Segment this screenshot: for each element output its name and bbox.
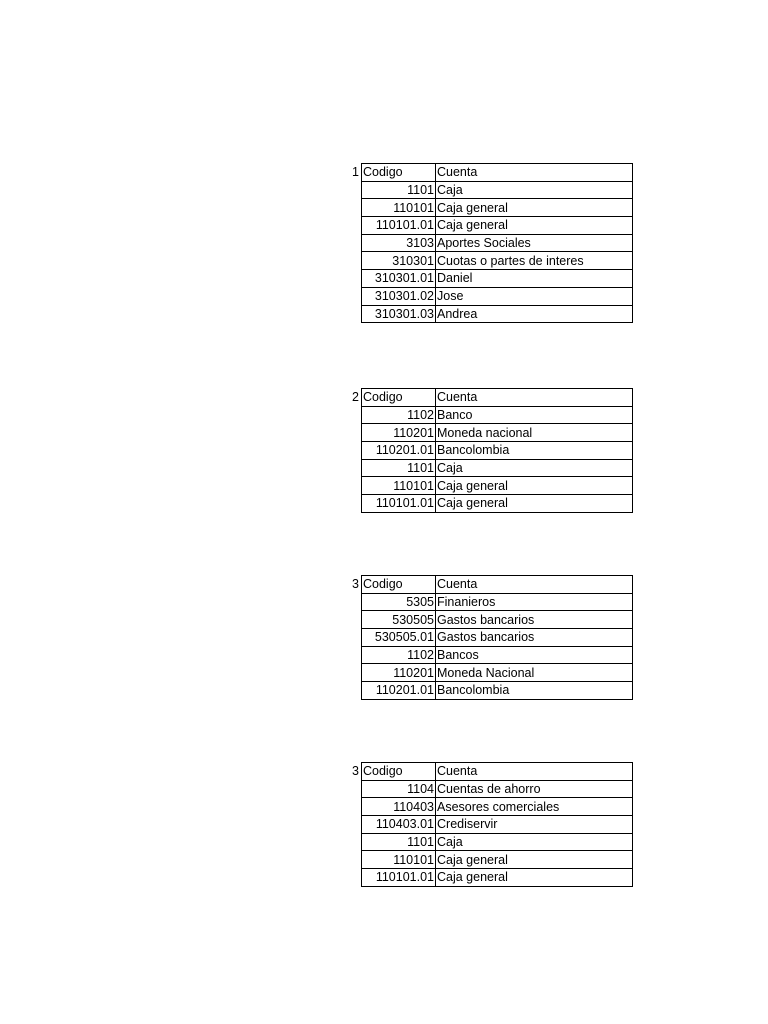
table-row	[362, 252, 633, 270]
table-row	[362, 442, 633, 460]
account-name: Banco	[436, 406, 633, 424]
accounts-table	[361, 762, 633, 887]
accounts-table	[361, 163, 633, 323]
account-code: 1101	[362, 833, 436, 851]
account-name: Crediservir	[436, 816, 633, 834]
table-row	[362, 234, 633, 252]
account-code: 1101	[362, 459, 436, 477]
account-code: 110101	[362, 199, 436, 217]
table-row	[362, 424, 633, 442]
account-code: 110201.01	[362, 442, 436, 460]
entry-number: 3	[352, 764, 359, 778]
entry-number: 3	[352, 577, 359, 591]
account-code: 110101	[362, 477, 436, 495]
table-row	[362, 816, 633, 834]
table-row	[362, 780, 633, 798]
account-name: Jose	[436, 287, 633, 305]
account-code: 1104	[362, 780, 436, 798]
account-column-header: Cuenta	[436, 389, 633, 407]
table-header-row	[362, 164, 633, 182]
account-name: Caja	[436, 459, 633, 477]
account-name: Caja general	[436, 851, 633, 869]
account-code: 530505	[362, 611, 436, 629]
table-row	[362, 305, 633, 323]
table-row	[362, 833, 633, 851]
account-code: 310301.01	[362, 270, 436, 288]
account-name: Bancolombia	[436, 682, 633, 700]
table-row	[362, 217, 633, 235]
account-name: Caja general	[436, 495, 633, 513]
table-row	[362, 181, 633, 199]
entry-number: 1	[352, 165, 359, 179]
account-name: Aportes Sociales	[436, 234, 633, 252]
account-name: Andrea	[436, 305, 633, 323]
account-code: 110101.01	[362, 217, 436, 235]
account-column-header: Cuenta	[436, 763, 633, 781]
account-name: Moneda nacional	[436, 424, 633, 442]
account-name: Bancos	[436, 646, 633, 664]
accounts-table	[361, 388, 633, 513]
account-name: Bancolombia	[436, 442, 633, 460]
table-row	[362, 798, 633, 816]
table-row	[362, 869, 633, 887]
account-column-header: Cuenta	[436, 576, 633, 594]
account-name: Caja	[436, 181, 633, 199]
account-code: 310301.03	[362, 305, 436, 323]
account-code: 110101	[362, 851, 436, 869]
table-row	[362, 851, 633, 869]
table-header-row	[362, 576, 633, 594]
account-name: Caja general	[436, 217, 633, 235]
code-column-header: Codigo	[362, 164, 436, 182]
account-code: 5305	[362, 593, 436, 611]
account-code: 110101.01	[362, 869, 436, 887]
account-name: Daniel	[436, 270, 633, 288]
table-header-row	[362, 389, 633, 407]
account-name: Cuentas de ahorro	[436, 780, 633, 798]
account-code: 1101	[362, 181, 436, 199]
account-column-header: Cuenta	[436, 164, 633, 182]
table-row	[362, 611, 633, 629]
table-row	[362, 593, 633, 611]
account-name: Caja	[436, 833, 633, 851]
account-code: 110101.01	[362, 495, 436, 513]
account-code: 110403.01	[362, 816, 436, 834]
table-row	[362, 664, 633, 682]
account-name: Gastos bancarios	[436, 611, 633, 629]
accounts-table	[361, 575, 633, 700]
table-row	[362, 629, 633, 647]
account-code: 310301.02	[362, 287, 436, 305]
account-code: 110201.01	[362, 682, 436, 700]
table-row	[362, 270, 633, 288]
account-code: 530505.01	[362, 629, 436, 647]
table-header-row	[362, 763, 633, 781]
table-row	[362, 646, 633, 664]
table-row	[362, 287, 633, 305]
account-code: 110201	[362, 424, 436, 442]
account-code: 1102	[362, 646, 436, 664]
account-name: Caja general	[436, 199, 633, 217]
entry-number: 2	[352, 390, 359, 404]
table-row	[362, 495, 633, 513]
table-row	[362, 682, 633, 700]
table-row	[362, 477, 633, 495]
account-name: Moneda Nacional	[436, 664, 633, 682]
account-name: Gastos bancarios	[436, 629, 633, 647]
account-code: 310301	[362, 252, 436, 270]
account-name: Finanieros	[436, 593, 633, 611]
code-column-header: Codigo	[362, 389, 436, 407]
account-code: 110403	[362, 798, 436, 816]
account-name: Caja general	[436, 869, 633, 887]
account-name: Cuotas o partes de interes	[436, 252, 633, 270]
account-code: 1102	[362, 406, 436, 424]
account-name: Caja general	[436, 477, 633, 495]
table-row	[362, 459, 633, 477]
account-code: 3103	[362, 234, 436, 252]
table-row	[362, 406, 633, 424]
code-column-header: Codigo	[362, 576, 436, 594]
code-column-header: Codigo	[362, 763, 436, 781]
table-row	[362, 199, 633, 217]
account-code: 110201	[362, 664, 436, 682]
account-name: Asesores comerciales	[436, 798, 633, 816]
